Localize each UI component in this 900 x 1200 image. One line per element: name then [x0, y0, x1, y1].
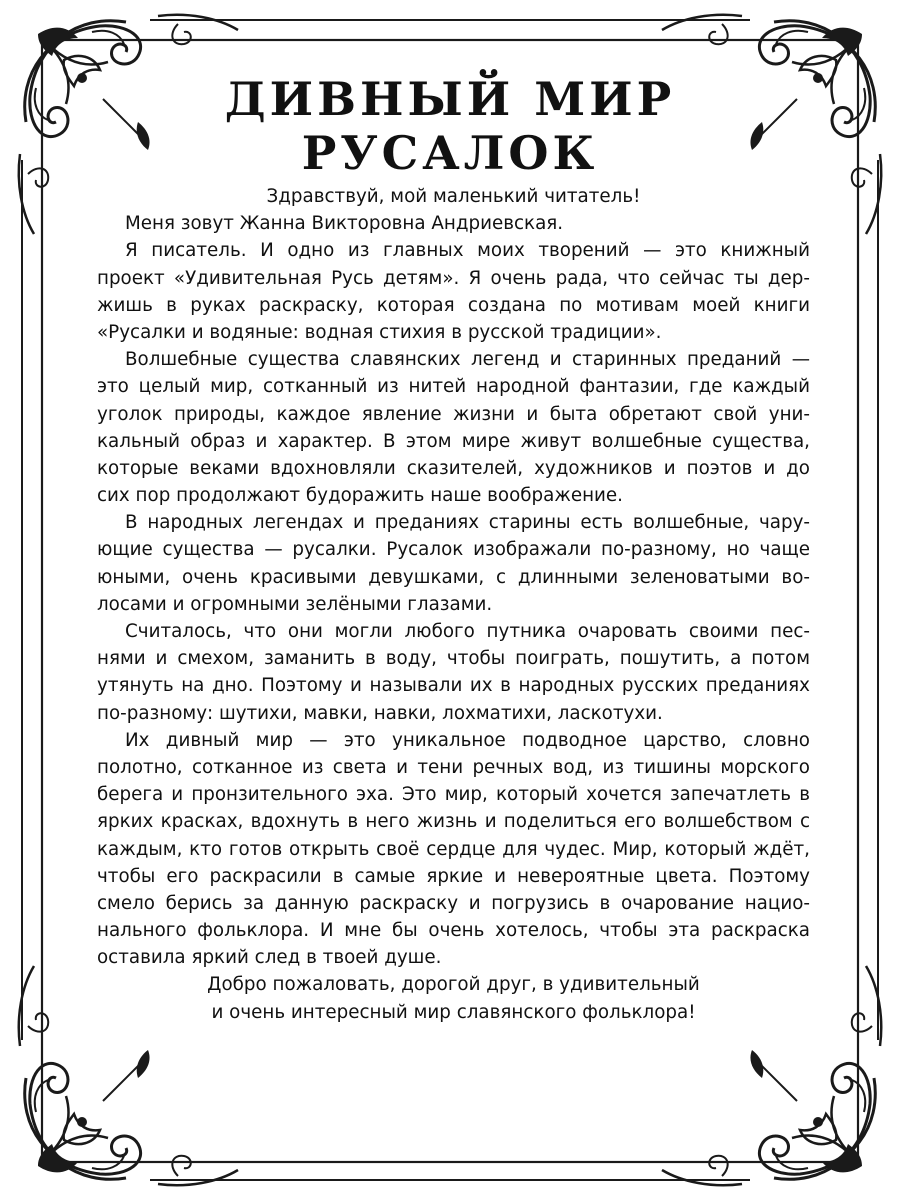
text-line: чтобы его раскрасили в самые яркие и невероятные цвета. Поэтому: [97, 865, 810, 887]
closing-line: и очень интересный мир славянского фольклора!: [211, 1001, 696, 1023]
text-line: смело берись за данную раскраску и погрузись в очарование нацио-: [97, 892, 810, 914]
text-line: нального фольклора. И мне бы очень хотелось, чтобы эта раскраска: [97, 920, 810, 942]
text-line: по-разному: шутихи, мавки, навки, лохматихи, ласкотухи.: [97, 702, 663, 724]
text-line: юными, очень красивыми девушками, с длинными зеленоватыми во-: [97, 566, 810, 588]
text-line: уголок природы, каждое явление жизни и быта обретают свой уни-: [97, 403, 810, 425]
text-line: проект «Удивительная Русь детям». Я очень рада, что сейчас ты дер-: [97, 267, 810, 289]
text-line: каждым, кто готов открыть своё сердце для чудес. Мир, который ждёт,: [97, 838, 810, 860]
text-line: жишь в руках раскраску, которая создана по мотивам моей книги: [97, 294, 810, 316]
text-line: ярких красках, вдохнуть в него жизнь и поделиться его волшебством с: [97, 811, 810, 833]
text-line: «Русалки и водяные: водная стихия в русской традиции».: [97, 321, 662, 343]
text-line: сих пор продолжают будоражить наше воображение.: [97, 485, 623, 507]
text-line: Меня зовут Жанна Викторовна Андриевская.: [125, 213, 564, 235]
text-line: это целый мир, сотканный из нитей народной фантазии, где каждый: [97, 376, 810, 398]
page-title: ДИВНЫЙ МИР РУСАЛОК: [224, 72, 676, 180]
greeting-line: Здравствуй, мой маленький читатель!: [266, 186, 641, 207]
text-line: которые веками вдохновляли сказителей, художников и поэтов и до: [97, 457, 810, 479]
text-line: В народных легендах и преданиях старины есть волшебные, чару-: [125, 512, 810, 534]
text-line: лосами и огромными зелёными глазами.: [97, 593, 493, 615]
body-text: [97, 183, 810, 1026]
text-line: оставила яркий след в твоей душе.: [97, 947, 442, 969]
text-line: Я писатель. И одно из главных моих творений — это книжный: [125, 240, 810, 262]
text-line: Считалось, что они могли любого путника очаровать своими пес-: [125, 621, 810, 642]
text-line: полотно, сотканное из света и тени речных вод, из тишины морского: [97, 756, 810, 778]
text-line: берега и пронзительного эха. Это мир, который хочется запечатлеть в: [97, 784, 810, 806]
text-line: нями и смехом, заманить в воду, чтобы поиграть, пошутить, а потом: [97, 648, 810, 670]
text-line: ющие существа — русалки. Русалок изображали по-разному, но чаще: [97, 539, 810, 561]
text-line: Волшебные существа славянских легенд и старинных преданий —: [125, 349, 810, 371]
text-line: Их дивный мир — это уникальное подводное царство, словно: [125, 729, 810, 751]
closing-line: Добро пожаловать, дорогой друг, в удивительный: [207, 974, 700, 996]
text-line: кальный образ и характер. В этом мире живут волшебные существа,: [97, 430, 810, 452]
text-line: утянуть на дно. Поэтому и называли их в народных русских преданиях: [97, 675, 810, 697]
